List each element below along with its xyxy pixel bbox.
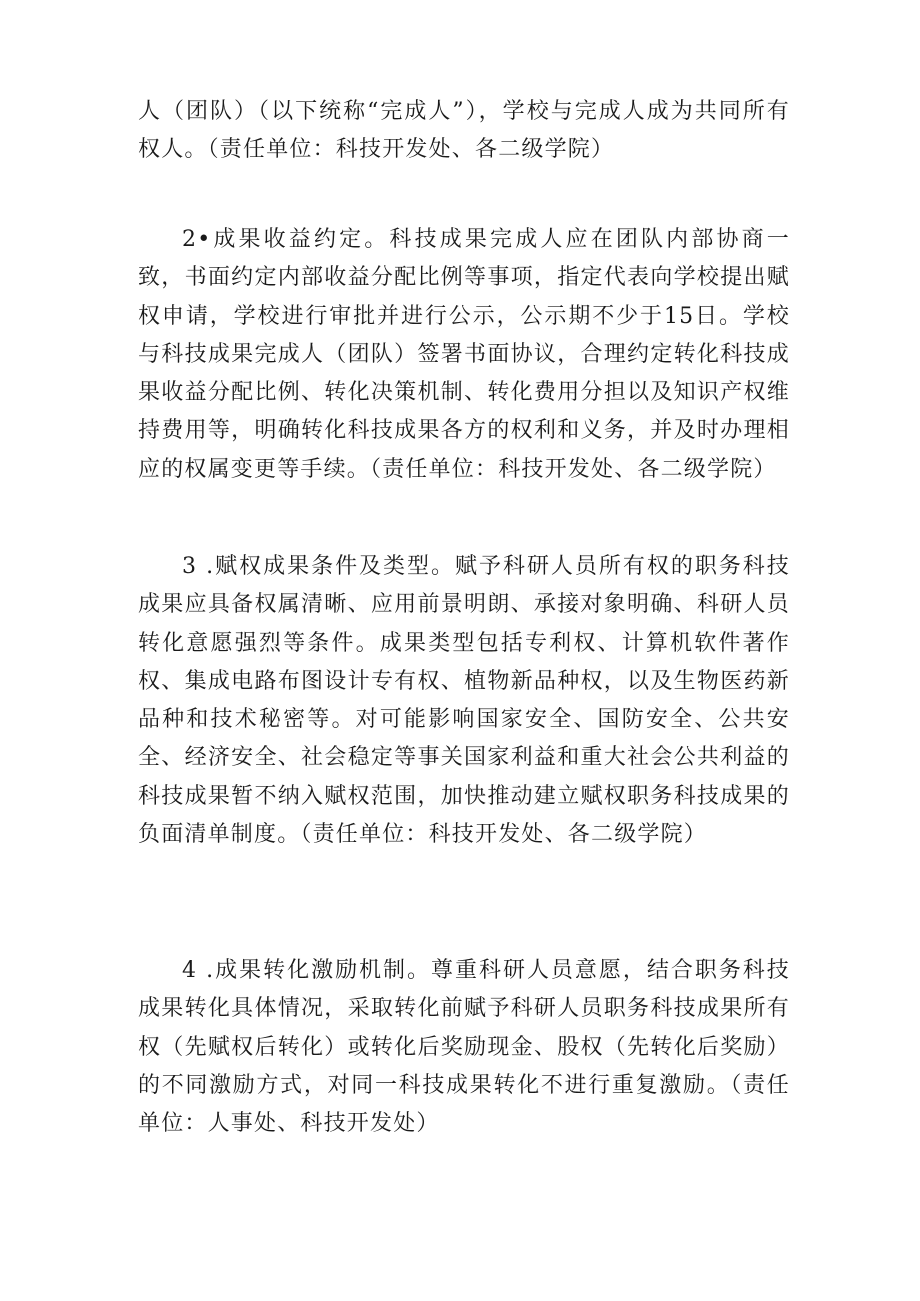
paragraph-4-incentive-mechanism: 4 .成果转化激励机制。尊重科研人员意愿，结合职务科技成果转化具体情况，采取转化前赋予科研人员职务科技成果所有权（先赋权后转化）或转化后奖励现金、股权（先转化后奖励）的不同激励方式，对同一科技成果转化不进行重复激励。（责任单位：人事处、科技开发处） [138, 958, 790, 1137]
paragraph-2-revenue-agreement: 2•成果收益约定。科技成果完成人应在团队内部协商一致，书面约定内部收益分配比例等事项，指定代表向学校提出赋权申请，学校进行审批并进行公示，公示期不少于15日。学校与科技成果完成人（团队）签署书面协议，合理约定转化科技成果收益分配比例、转化决策机制、转化费用分担以及知识产权维持费用等，明确转化科技成果各方的权利和义务，并及时办理相应的权属变更等手续。（责任单位：科技开发处、各二级学院） [138, 227, 790, 482]
paragraph-3-empowerment-conditions: 3 .赋权成果条件及类型。赋予科研人员所有权的职务科技成果应具备权属清晰、应用前景明朗、承接对象明确、科研人员转化意愿强烈等条件。成果类型包括专利权、计算机软件著作权、集成电路布图设计专有权、植物新品种权，以及生物医药新品种和技术秘密等。对可能影响国家安全、国防安全、公共安全、经济安全、社会稳定等事关国家利益和重大社会公共利益的科技成果暂不纳入赋权范围，加快推动建立赋权职务科技成果的负面清单制度。（责任单位：科技开发处、各二级学院） [138, 554, 790, 848]
paragraph-continuation-ownership: 人（团队）（以下统称“完成人”），学校与完成人成为共同所有权人。（责任单位：科技开发处、各二级学院） [138, 99, 790, 163]
